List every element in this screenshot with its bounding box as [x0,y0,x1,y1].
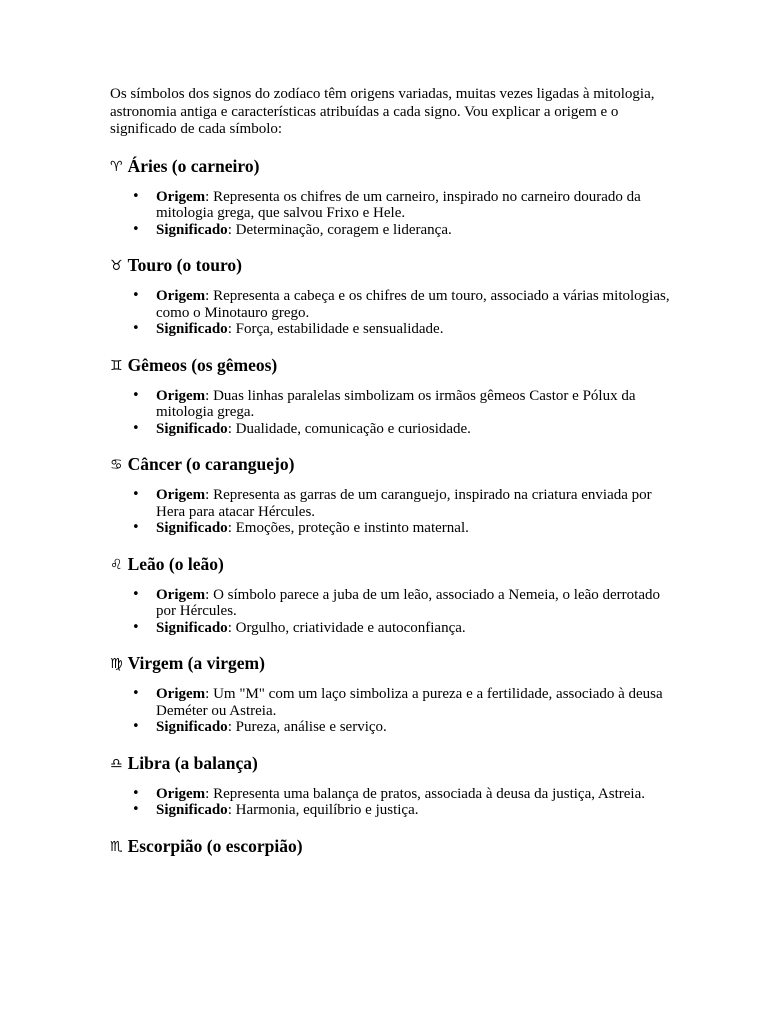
bullet-icon: • [132,188,140,204]
bullet-icon: • [132,719,140,734]
sign-section [110,653,670,736]
taurus-icon: ♉ [110,258,123,274]
meaning-list-item [110,321,670,338]
meaning-text: Determinação, coragem e liderança. [235,221,452,238]
label-separator: : [227,221,236,238]
origin-list-item [110,189,670,222]
origin-list-item [110,388,670,421]
sign-heading [110,753,670,773]
meaning-text: Harmonia, equilíbrio e justiça. [235,802,419,818]
meaning-text: Emoções, proteção e instinto maternal. [235,520,469,536]
origin-text: Representa as garras de um caranguejo, inspirado na criatura enviada por Hera para atacar Hércules. [156,487,652,520]
bullet-icon: • [132,802,140,817]
bullet-icon: • [132,520,140,535]
label-separator: : [205,586,214,603]
label-separator: : [205,785,214,802]
bullet-icon: • [132,487,140,502]
meaning-text: Força, estabilidade e sensualidade. [235,321,444,337]
origin-text: Um "M" com um laço simboliza a pureza e a fertilidade, associado à deusa Deméter ou Astreia. [156,686,663,719]
meaning-list-item [110,421,670,438]
origin-list-item [110,487,670,520]
origin-label: Origem [156,387,206,404]
sign-details-list [110,388,670,438]
meaning-list-item [110,222,670,239]
sign-title: Gêmeos (os gêmeos) [127,354,278,375]
sign-details-list [110,686,670,736]
label-separator: : [205,288,214,304]
sign-section [110,156,670,239]
label-separator: : [227,619,236,636]
bullet-icon: • [132,686,140,701]
label-separator: : [205,387,214,404]
intro-paragraph: Os símbolos dos signos do zodíaco têm origens variadas, muitas vezes ligadas à mitologia, astronomia antiga e características atribuídas a cada signo. Vou explicar a origem e o significado de cada símbolo: [110,86,655,137]
sign-section [110,753,670,819]
gemini-icon: ♊ [110,357,123,374]
sign-details-list [110,189,670,239]
meaning-list-item [110,719,670,736]
meaning-text: Dualidade, comunicação e curiosidade. [235,420,471,437]
sign-title: Câncer (o caranguejo) [127,454,295,474]
meaning-text: Pureza, análise e serviço. [235,719,387,735]
label-separator: : [227,719,236,735]
meaning-label: Significado [156,221,228,238]
sign-heading [110,653,670,673]
origin-label: Origem [156,288,206,304]
sign-title: Áries (o carneiro) [127,155,260,176]
label-separator: : [227,520,236,536]
label-separator: : [205,487,214,503]
origin-label: Origem [156,487,206,503]
meaning-label: Significado [156,802,228,818]
origin-list-item [110,686,670,719]
sign-heading [110,355,670,375]
origin-text: Representa uma balança de pratos, associada à deusa da justiça, Astreia. [213,785,645,802]
sign-heading [110,454,670,474]
sign-details-list [110,786,670,819]
origin-text: Representa os chifres de um carneiro, inspirado no carneiro dourado da mitologia grega, que salvou Frixo e Hele. [156,188,641,221]
origin-label: Origem [156,188,206,205]
meaning-label: Significado [156,321,228,337]
sign-details-list [110,288,670,338]
label-separator: : [205,686,214,702]
bullet-icon: • [132,619,140,635]
sign-details-list [110,587,670,637]
origin-list-item [110,288,670,321]
leo-icon: ♌ [110,556,123,573]
label-separator: : [227,420,236,437]
sign-title: Escorpião (o escorpião) [127,835,303,856]
meaning-label: Significado [156,420,228,437]
sign-heading [110,156,670,176]
bullet-icon: • [132,321,140,336]
label-separator: : [205,188,214,205]
cancer-icon: ♋ [110,457,123,473]
sign-section [110,355,670,438]
label-separator: : [227,802,236,818]
sign-section [110,255,670,338]
meaning-list-item [110,802,670,819]
document-page [110,86,670,856]
bullet-icon: • [132,221,140,237]
signs-list [110,156,670,819]
origin-list-item [110,587,670,620]
bullet-icon: • [132,288,140,303]
sign-section [110,836,670,856]
meaning-list-item [110,620,670,637]
origin-text: Representa a cabeça e os chifres de um touro, associado a várias mitologias, como o Minotauro grego. [156,288,670,321]
meaning-label: Significado [156,520,228,536]
origin-label: Origem [156,686,206,702]
sign-heading [110,836,670,856]
origin-label: Origem [156,586,206,603]
bullet-icon: • [132,785,140,801]
bullet-icon: • [132,420,140,436]
label-separator: : [227,321,236,337]
sign-heading [110,554,670,574]
origin-text: Duas linhas paralelas simbolizam os irmãos gêmeos Castor e Pólux da mitologia grega. [156,387,636,420]
bullet-icon: • [132,586,140,602]
meaning-label: Significado [156,719,228,735]
sign-details-list [110,487,670,537]
meaning-text: Orgulho, criatividade e autoconfiança. [235,619,466,636]
origin-text: O símbolo parece a juba de um leão, associado a Nemeia, o leão derrotado por Hércules. [156,586,660,619]
sign-title: Touro (o touro) [127,255,242,275]
sign-section [110,554,670,637]
origin-list-item [110,786,670,803]
meaning-label: Significado [156,619,228,636]
meaning-list-item [110,520,670,537]
origin-label: Origem [156,785,206,802]
sign-heading [110,255,670,275]
libra-icon: ♎ [110,755,123,772]
sign-title: Libra (a balança) [127,752,258,773]
bullet-icon: • [132,387,140,403]
sign-section [110,454,670,537]
sign-title: Leão (o leão) [127,553,224,574]
aries-icon: ♈ [110,158,123,175]
sign-title: Virgem (a virgem) [127,653,265,673]
virgo-icon: ♍ [110,656,123,672]
scorpio-icon: ♏ [110,838,123,855]
